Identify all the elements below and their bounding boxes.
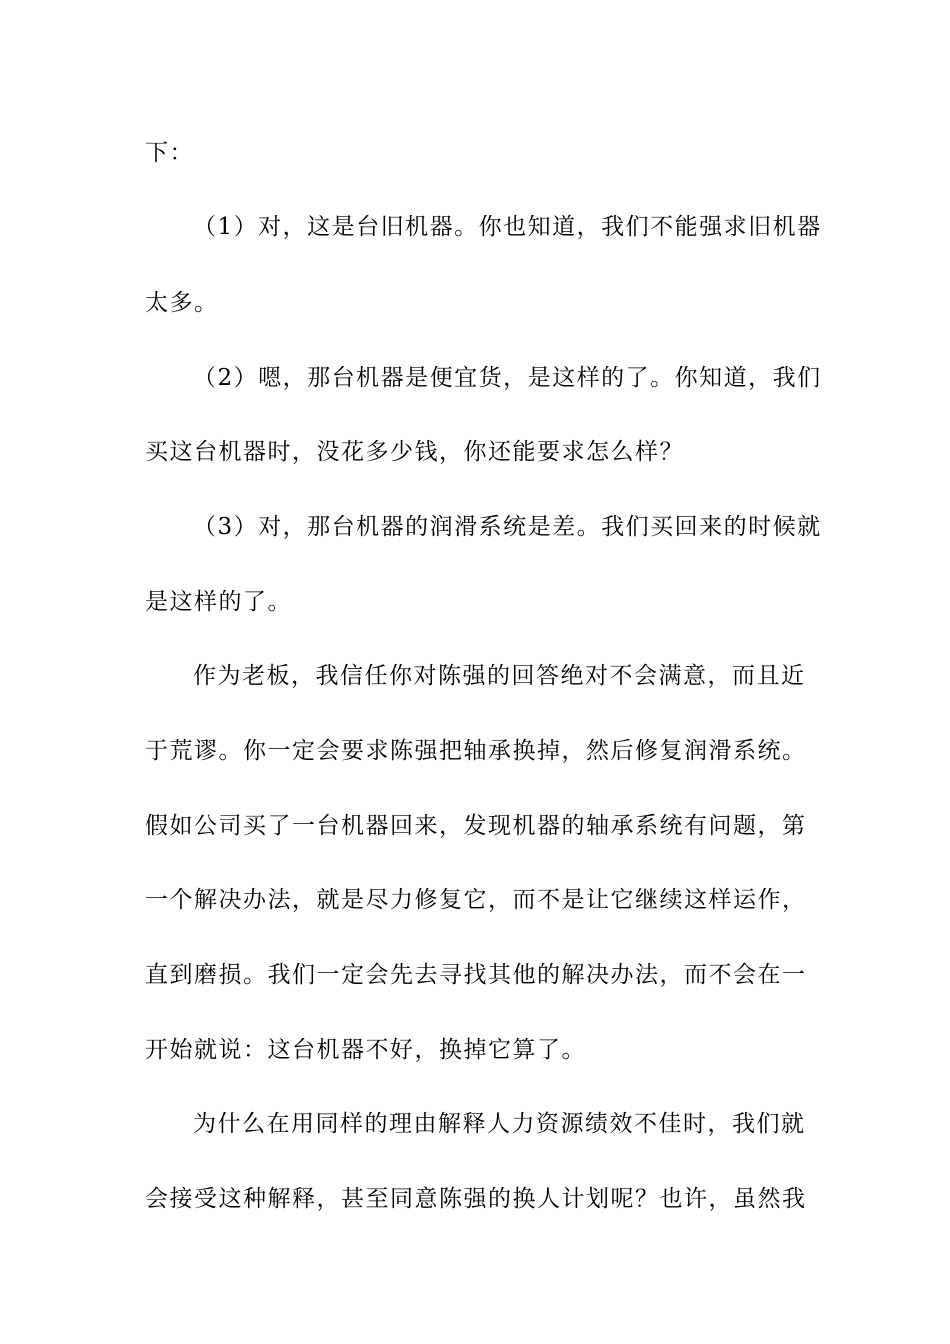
text-line: 开始就说：这台机器不好，换掉它算了。 [145,1037,586,1063]
text-line: 太多。 [145,290,219,316]
text-line: 买这台机器时，没花多少钱，你还能要求怎么样？ [145,439,684,465]
text-line: 会接受这种解释，甚至同意陈强的换人计划呢？也许，虽然我 [145,1186,807,1212]
text-line: 是这样的了。 [145,589,292,615]
text-line: （1）对，这是台旧机器。你也知道，我们不能强求旧机器 [193,214,822,240]
text-line: 为什么在用同样的理由解释人力资源绩效不佳时，我们就 [193,1111,806,1137]
text-line: 一个解决办法，就是尽力修复它，而不是让它继续这样运作， [145,887,807,913]
text-line: 作为老板，我信任你对陈强的回答绝对不会满意，而且近 [193,663,806,689]
text-line: 于荒谬。你一定会要求陈强把轴承换掉，然后修复润滑系统。 [145,738,807,764]
text-line: 下： [145,140,194,166]
text-line: 假如公司买了一台机器回来，发现机器的轴承系统有问题，第 [145,813,807,839]
text-line: 直到磨损。我们一定会先去寻找其他的解决办法，而不会在一 [145,962,807,988]
text-line: （2）嗯，那台机器是便宜货，是这样的了。你知道，我们 [193,365,822,391]
text-line: （3）对，那台机器的润滑系统是差。我们买回来的时候就 [193,514,822,540]
